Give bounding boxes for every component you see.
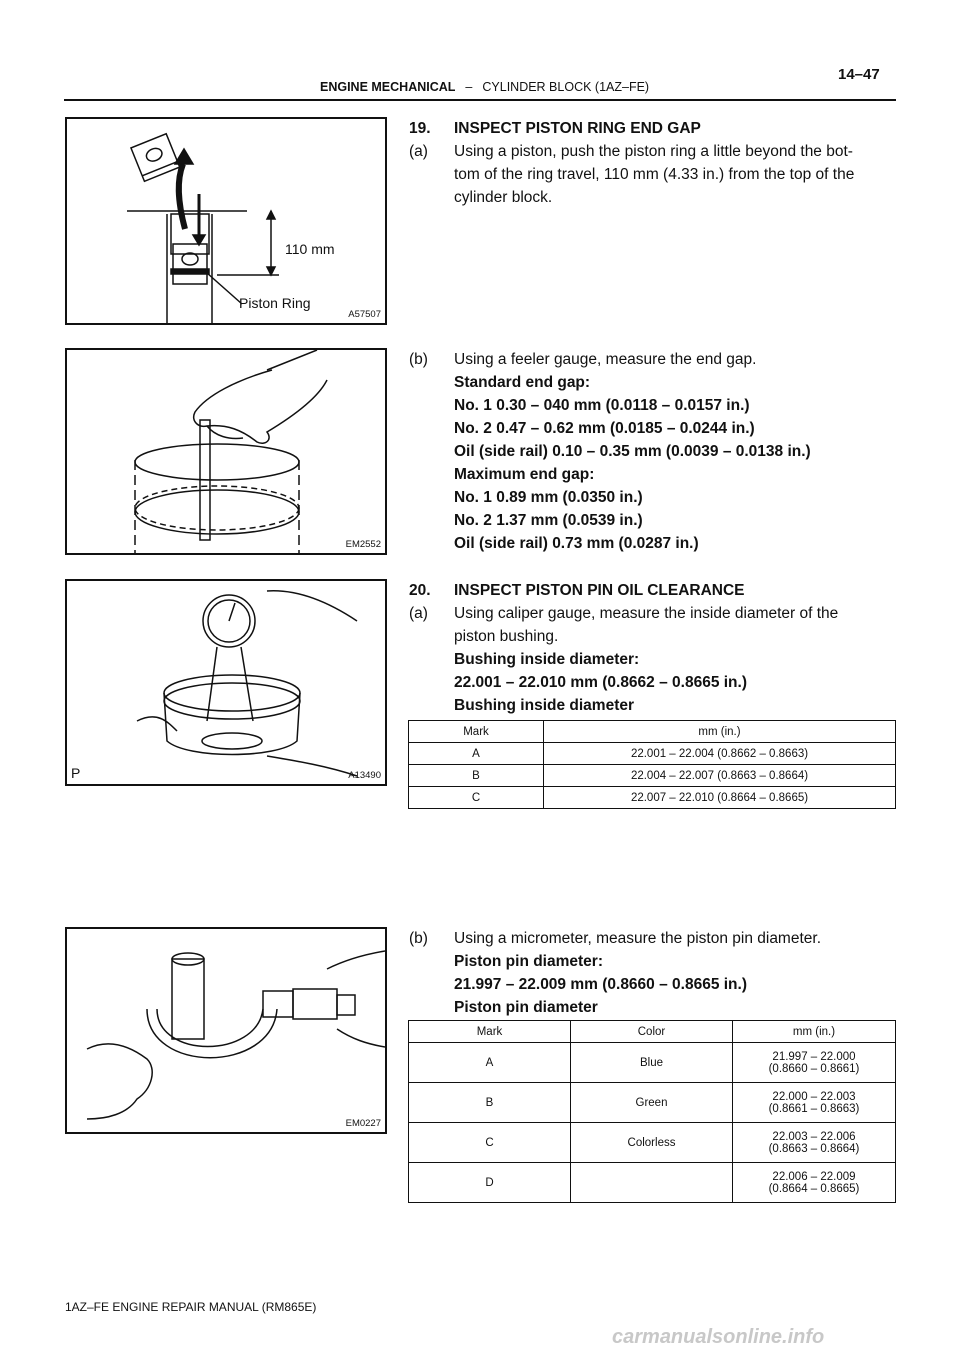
step-20a-line2: piston bushing. <box>454 628 559 645</box>
table-cell: B <box>409 765 544 787</box>
figure-corner-mark: P <box>71 765 81 781</box>
table-cell: 22.003 – 22.006 (0.8663 – 0.8664) <box>733 1123 896 1163</box>
pin-table <box>408 1020 896 1203</box>
caliper-gauge-illustration <box>67 581 385 784</box>
table-cell: C <box>409 787 544 809</box>
figure-id: EM0227 <box>345 1118 381 1129</box>
figure-feeler-gauge <box>65 348 387 555</box>
table-cell: 22.001 – 22.004 (0.8662 – 0.8663) <box>544 743 896 765</box>
table-cell: B <box>409 1083 571 1123</box>
table-cell: A <box>409 1043 571 1083</box>
pin-diameter-value: 21.997 – 22.009 mm (0.8660 – 0.8665 in.) <box>454 976 747 993</box>
micrometer-illustration <box>67 929 385 1132</box>
pin-table-title: Piston pin diameter <box>454 999 598 1016</box>
piston-ring-illustration <box>67 119 385 323</box>
table-row <box>409 765 896 787</box>
table-header-cell: Mark <box>409 721 544 743</box>
table-cell: C <box>409 1123 571 1163</box>
header-dash: – <box>465 80 473 94</box>
table-cell: 22.007 – 22.010 (0.8664 – 0.8665) <box>544 787 896 809</box>
table-header-row <box>409 721 896 743</box>
bushing-table-title: Bushing inside diameter <box>454 697 635 714</box>
step-19a-line3: cylinder block. <box>454 189 553 206</box>
header-section: ENGINE MECHANICAL <box>320 80 456 94</box>
table-cell: 22.004 – 22.007 (0.8663 – 0.8664) <box>544 765 896 787</box>
table-row <box>409 1083 896 1123</box>
figure-id: EM2552 <box>345 539 381 550</box>
table-header-row <box>409 1021 896 1043</box>
step-19-heading: 19. INSPECT PISTON RING END GAP <box>409 120 701 137</box>
figure-id: A57507 <box>348 309 381 320</box>
table-cell: A <box>409 743 544 765</box>
pin-diameter-title: Piston pin diameter: <box>454 953 603 970</box>
watermark: carmanualsonline.info <box>612 1326 825 1348</box>
figure-id: A13490 <box>348 770 381 781</box>
table-header-cell: mm (in.) <box>733 1021 896 1043</box>
table-row <box>409 1163 896 1203</box>
bushing-table <box>408 720 896 809</box>
feeler-gauge-illustration <box>67 350 385 553</box>
step-20a: (a) Using caliper gauge, measure the inside diameter of the <box>409 605 839 622</box>
table-cell <box>571 1163 733 1203</box>
table-header-cell: mm (in.) <box>544 721 896 743</box>
page-footer: 1AZ–FE ENGINE REPAIR MANUAL (RM865E) <box>65 1300 317 1314</box>
std-end-gap-no1: No. 1 0.30 – 040 mm (0.0118 – 0.0157 in.) <box>454 397 750 414</box>
figure-label-piston-ring: Piston Ring <box>239 295 311 311</box>
table-cell: Blue <box>571 1043 733 1083</box>
page-number: 14–47 <box>838 66 880 83</box>
std-end-gap-no2: No. 2 0.47 – 0.62 mm (0.0185 – 0.0244 in.) <box>454 420 755 437</box>
figure-piston-ring-position <box>65 117 387 325</box>
max-end-gap-oil: Oil (side rail) 0.73 mm (0.0287 in.) <box>454 535 699 552</box>
page-header <box>320 80 649 94</box>
header-subsection: CYLINDER BLOCK (1AZ–FE) <box>482 80 650 94</box>
header-rule <box>64 99 896 101</box>
max-end-gap-no2: No. 2 1.37 mm (0.0539 in.) <box>454 512 643 529</box>
bushing-diameter-title: Bushing inside diameter: <box>454 651 640 668</box>
table-cell: 21.997 – 22.000 (0.8660 – 0.8661) <box>733 1043 896 1083</box>
table-cell: D <box>409 1163 571 1203</box>
figure-micrometer <box>65 927 387 1134</box>
std-end-gap-oil: Oil (side rail) 0.10 – 0.35 mm (0.0039 – 0.0138 in.) <box>454 443 811 460</box>
step-19a-line2: tom of the ring travel, 110 mm (4.33 in.) from the top of the <box>454 166 855 183</box>
table-row <box>409 787 896 809</box>
table-row <box>409 1123 896 1163</box>
table-row <box>409 1043 896 1083</box>
step-20-heading: 20. INSPECT PISTON PIN OIL CLEARANCE <box>409 582 745 599</box>
step-19b: (b) Using a feeler gauge, measure the end gap. <box>409 351 757 368</box>
max-end-gap-no1: No. 1 0.89 mm (0.0350 in.) <box>454 489 643 506</box>
table-header-cell: Mark <box>409 1021 571 1043</box>
max-end-gap-title: Maximum end gap: <box>454 466 595 483</box>
table-row <box>409 743 896 765</box>
figure-caliper-gauge <box>65 579 387 786</box>
figure-label-110mm: 110 mm <box>285 241 335 257</box>
step-20b: (b) Using a micrometer, measure the piston pin diameter. <box>409 930 822 947</box>
table-cell: Green <box>571 1083 733 1123</box>
std-end-gap-title: Standard end gap: <box>454 374 591 391</box>
table-header-cell: Color <box>571 1021 733 1043</box>
step-19a: (a) Using a piston, push the piston ring a little beyond the bot- <box>409 143 853 160</box>
table-cell: Colorless <box>571 1123 733 1163</box>
table-cell: 22.000 – 22.003 (0.8661 – 0.8663) <box>733 1083 896 1123</box>
bushing-diameter-value: 22.001 – 22.010 mm (0.8662 – 0.8665 in.) <box>454 674 747 691</box>
table-cell: 22.006 – 22.009 (0.8664 – 0.8665) <box>733 1163 896 1203</box>
